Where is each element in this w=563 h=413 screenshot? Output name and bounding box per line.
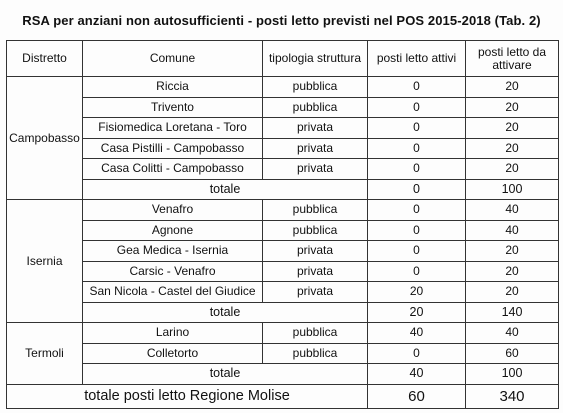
- attivi-cell: 0: [368, 77, 466, 98]
- district-name: Termoli: [7, 323, 83, 385]
- tipologia-cell: pubblica: [263, 77, 368, 98]
- district-total-row: [7, 364, 559, 385]
- tipologia-cell: pubblica: [263, 220, 368, 241]
- da-attivare-cell: 20: [466, 118, 559, 139]
- header-row: [7, 41, 559, 77]
- da-attivare-cell: 60: [466, 343, 559, 364]
- header-comune: Comune: [83, 41, 263, 77]
- attivi-cell: 0: [368, 343, 466, 364]
- total-label: totale: [83, 179, 368, 200]
- comune-cell: Agnone: [83, 220, 263, 241]
- da-attivare-cell: 40: [466, 220, 559, 241]
- table-row: [7, 77, 559, 98]
- attivi-cell: 0: [368, 138, 466, 159]
- attivi-cell: 0: [368, 220, 466, 241]
- grand-total-label: totale posti letto Regione Molise: [7, 384, 368, 408]
- da-attivare-cell: 20: [466, 282, 559, 303]
- comune-cell: Casa Colitti - Campobasso: [83, 159, 263, 180]
- grand-total-attivi: 60: [368, 384, 466, 408]
- total-da-attivare: 100: [466, 179, 559, 200]
- comune-cell: Venafro: [83, 200, 263, 221]
- grand-total-da-attivare: 340: [466, 384, 559, 408]
- table-row: [7, 97, 559, 118]
- tipologia-cell: privata: [263, 138, 368, 159]
- attivi-cell: 0: [368, 118, 466, 139]
- tipologia-cell: privata: [263, 261, 368, 282]
- tipologia-cell: pubblica: [263, 343, 368, 364]
- district-name: Isernia: [7, 200, 83, 323]
- attivi-cell: 40: [368, 323, 466, 344]
- comune-cell: Gea Medica - Isernia: [83, 241, 263, 262]
- table-row: [7, 138, 559, 159]
- table-title: RSA per anziani non autosufficienti - posti letto previsti nel POS 2015-2018 (Tab. 2): [22, 12, 541, 28]
- tipologia-cell: privata: [263, 282, 368, 303]
- total-label: totale: [83, 364, 368, 385]
- rsa-table: [6, 40, 559, 409]
- tipologia-cell: pubblica: [263, 323, 368, 344]
- district-total-row: [7, 302, 559, 323]
- da-attivare-cell: 20: [466, 97, 559, 118]
- header-posti-attivi: posti letto attivi: [368, 41, 466, 77]
- total-da-attivare: 100: [466, 364, 559, 385]
- comune-cell: Riccia: [83, 77, 263, 98]
- comune-cell: Casa Pistilli - Campobasso: [83, 138, 263, 159]
- comune-cell: Colletorto: [83, 343, 263, 364]
- da-attivare-cell: 20: [466, 261, 559, 282]
- da-attivare-cell: 20: [466, 159, 559, 180]
- comune-cell: Trivento: [83, 97, 263, 118]
- da-attivare-cell: 40: [466, 323, 559, 344]
- header-posti-da-attivare: posti letto da attivare: [466, 41, 559, 77]
- tipologia-cell: pubblica: [263, 97, 368, 118]
- district-name: Campobasso: [7, 77, 83, 200]
- header-distretto: Distretto: [7, 41, 83, 77]
- table-row: [7, 261, 559, 282]
- total-attivi: 40: [368, 364, 466, 385]
- district-total-row: [7, 179, 559, 200]
- table-row: [7, 200, 559, 221]
- da-attivare-cell: 40: [466, 200, 559, 221]
- table-row: [7, 241, 559, 262]
- attivi-cell: 0: [368, 261, 466, 282]
- attivi-cell: 0: [368, 159, 466, 180]
- table-row: [7, 343, 559, 364]
- header-tipologia: tipologia struttura: [263, 41, 368, 77]
- da-attivare-cell: 20: [466, 77, 559, 98]
- da-attivare-cell: 20: [466, 241, 559, 262]
- attivi-cell: 0: [368, 241, 466, 262]
- attivi-cell: 0: [368, 200, 466, 221]
- attivi-cell: 20: [368, 282, 466, 303]
- total-attivi: 20: [368, 302, 466, 323]
- tipologia-cell: pubblica: [263, 200, 368, 221]
- total-label: totale: [83, 302, 368, 323]
- comune-cell: San Nicola - Castel del Giudice: [83, 282, 263, 303]
- comune-cell: Carsic - Venafro: [83, 261, 263, 282]
- table-row: [7, 323, 559, 344]
- da-attivare-cell: 20: [466, 138, 559, 159]
- tipologia-cell: privata: [263, 159, 368, 180]
- table-row: [7, 159, 559, 180]
- table-row: [7, 220, 559, 241]
- comune-cell: Fisiomedica Loretana - Toro: [83, 118, 263, 139]
- total-attivi: 0: [368, 179, 466, 200]
- tipologia-cell: privata: [263, 118, 368, 139]
- table-row: [7, 282, 559, 303]
- comune-cell: Larino: [83, 323, 263, 344]
- attivi-cell: 0: [368, 97, 466, 118]
- grand-total-row: [7, 384, 559, 408]
- table-row: [7, 118, 559, 139]
- total-da-attivare: 140: [466, 302, 559, 323]
- tipologia-cell: privata: [263, 241, 368, 262]
